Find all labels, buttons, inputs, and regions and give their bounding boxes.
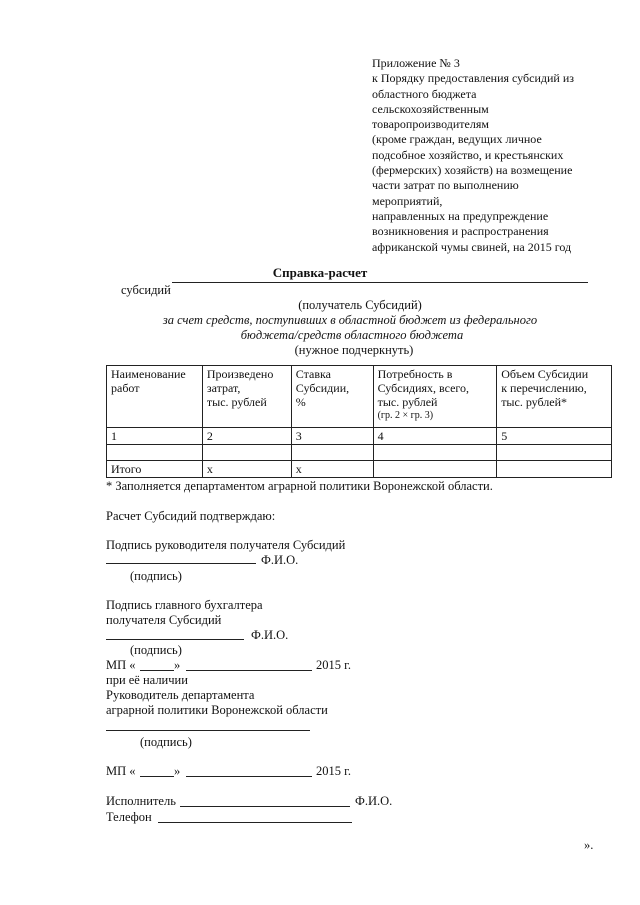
table-cell[interactable] <box>291 445 373 461</box>
phone-label: Телефон <box>106 810 152 824</box>
header-cell: Произведено затрат, тыс. рублей <box>202 366 291 428</box>
accountant-signature-caption: (подпись) <box>130 643 182 657</box>
mp-month-line-2[interactable] <box>186 776 312 777</box>
appendix-line: мероприятий, <box>372 193 443 208</box>
table-cell[interactable] <box>497 445 612 461</box>
if-exists-note: при её наличии <box>106 673 188 687</box>
recipient-field-line[interactable] <box>172 282 588 283</box>
table-cell: 5 <box>497 428 612 445</box>
appendix-line: к Порядку предоставления субсидий из <box>372 71 574 86</box>
appendix-line: (фермерских) хозяйств) на возмещение <box>372 163 573 178</box>
table-header-row <box>107 366 612 428</box>
source-line-2: бюджета/средств областного бюджета <box>240 328 464 342</box>
mp-day-line[interactable] <box>140 670 174 671</box>
header-cell: Ставка Субсидии, % <box>291 366 373 428</box>
mp-close-2: » <box>174 764 181 778</box>
confirm-text: Расчет Субсидий подтверждаю: <box>106 509 276 523</box>
appendix-line: товаропроизводителям <box>372 117 489 132</box>
table-cell[interactable] <box>202 445 291 461</box>
table-cell: х <box>202 461 291 478</box>
table-cell[interactable] <box>107 445 203 461</box>
mp-prefix: МП « <box>106 658 136 672</box>
table-cell: х <box>291 461 373 478</box>
appendix-line: части затрат по выполнению <box>372 178 519 193</box>
accountant-label-2: получателя Субсидий <box>106 613 222 627</box>
executor-fio-label: Ф.И.О. <box>355 794 393 808</box>
document-title: Справка-расчет <box>272 265 368 280</box>
mp-close: » <box>174 658 181 672</box>
head-fio-label: Ф.И.О. <box>261 553 299 567</box>
accountant-signature-line[interactable] <box>106 639 244 640</box>
executor-line[interactable] <box>180 806 350 807</box>
head-signature-label: Подпись руководителя получателя Субсидий <box>106 538 346 552</box>
table-total-row <box>107 461 612 478</box>
appendix-line: направленных на предупреждение <box>372 208 549 223</box>
accountant-label-1: Подпись главного бухгалтера <box>106 598 263 612</box>
head-signature-line[interactable] <box>106 563 256 564</box>
subsidies-label: субсидий <box>121 283 171 297</box>
header-cell: Объем Субсидии к перечислению, тыс. рублей* <box>497 366 612 428</box>
table-cell: 4 <box>373 428 497 445</box>
appendix-line: областного бюджета <box>372 86 477 101</box>
dept-signature-caption: (подпись) <box>140 735 192 749</box>
appendix-header <box>372 56 574 255</box>
closing-mark: ». <box>584 838 594 852</box>
calculation-table <box>106 365 612 478</box>
executor-label: Исполнитель <box>106 794 176 808</box>
appendix-line: африканской чумы свиней, на 2015 год <box>372 239 572 254</box>
head-signature-caption: (подпись) <box>130 569 182 583</box>
dept-label-2: аграрной политики Воронежской области <box>106 703 328 717</box>
header-cell: Наименование работ <box>107 366 203 428</box>
dept-signature-line[interactable] <box>106 730 310 731</box>
mp-month-line[interactable] <box>186 670 312 671</box>
underline-hint: (нужное подчеркнуть) <box>294 343 414 357</box>
appendix-line: (кроме граждан, ведущих личное <box>372 132 542 147</box>
appendix-line: подсобное хозяйство, и крестьянских <box>372 147 564 162</box>
table-row <box>107 445 612 461</box>
table-numbers-row <box>107 428 612 445</box>
table-cell[interactable] <box>373 461 497 478</box>
table-cell: 1 <box>107 428 203 445</box>
table-cell: 2 <box>202 428 291 445</box>
table-cell[interactable] <box>497 461 612 478</box>
mp-day-line-2[interactable] <box>140 776 174 777</box>
formula-note: (гр. 2 × гр. 3) <box>377 410 434 421</box>
mp-year-2: 2015 г. <box>316 764 351 778</box>
header-cell: Потребность в Субсидиях, всего, тыс. рублей (гр. 2 × гр. 3) <box>373 366 497 428</box>
recipient-caption: (получатель Субсидий) <box>298 298 422 312</box>
accountant-fio-label: Ф.И.О. <box>251 628 289 642</box>
table-cell[interactable] <box>373 445 497 461</box>
footnote: * Заполняется департаментом аграрной политики Воронежской области. <box>106 479 493 493</box>
appendix-line: сельскохозяйственным <box>372 101 489 116</box>
mp-year: 2015 г. <box>316 658 351 672</box>
appendix-line: возникновения и распространения <box>372 224 549 239</box>
dept-label-1: Руководитель департамента <box>106 688 255 702</box>
source-line-1: за счет средств, поступивших в областной бюджет из федерального <box>162 313 538 327</box>
table-cell: Итого <box>107 461 203 478</box>
appendix-line: Приложение № 3 <box>372 56 460 70</box>
mp-prefix-2: МП « <box>106 764 136 778</box>
table-cell: 3 <box>291 428 373 445</box>
phone-line[interactable] <box>158 822 352 823</box>
